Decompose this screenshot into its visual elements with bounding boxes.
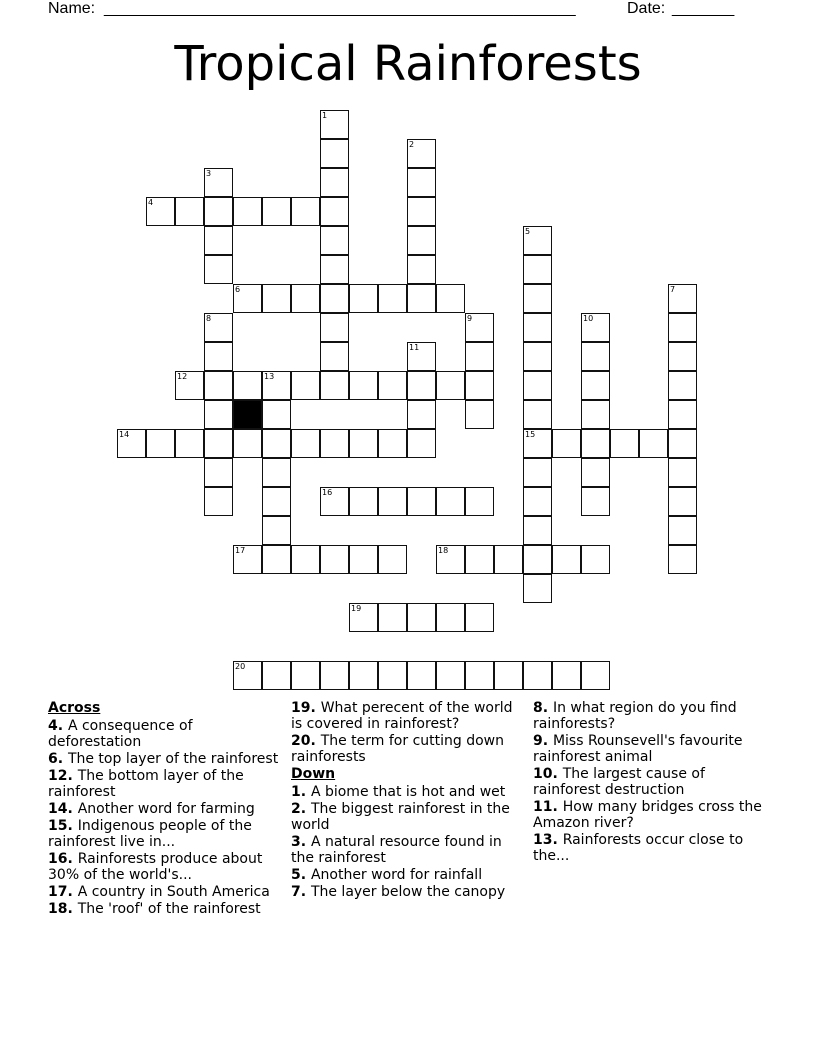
clue-number: 6: [235, 285, 241, 294]
clue-number: 20: [235, 662, 246, 671]
clue-item: 18. The 'roof' of the rainforest: [48, 901, 261, 917]
clue-heading: Across: [48, 700, 101, 716]
crossword-cell[interactable]: [436, 487, 465, 516]
clue-heading: Down: [291, 766, 336, 782]
crossword-cell[interactable]: [117, 429, 146, 458]
crossword-cell[interactable]: [378, 284, 407, 313]
crossword-cell[interactable]: [378, 429, 407, 458]
name-field[interactable]: _____________________________________________________: [104, 0, 576, 17]
crossword-cell[interactable]: [349, 545, 378, 574]
crossword-cell[interactable]: [465, 342, 494, 371]
crossword-cell[interactable]: [581, 458, 610, 487]
clue-number: 14: [119, 430, 130, 439]
crossword-cell[interactable]: [436, 284, 465, 313]
crossword-cell[interactable]: [465, 371, 494, 400]
crossword-cell[interactable]: [204, 487, 233, 516]
crossword-cell[interactable]: [668, 284, 697, 313]
clue-item: 13. Rainforests occur close to the...: [533, 832, 744, 864]
clues-column-2: [291, 700, 527, 901]
clue-item: 10. The largest cause of rainforest destruction: [533, 766, 705, 798]
clue-number: 8: [206, 314, 212, 323]
crossword-cell[interactable]: [378, 487, 407, 516]
crossword-cell[interactable]: [233, 545, 262, 574]
crossword-cell[interactable]: [407, 197, 436, 226]
crossword-cell[interactable]: [262, 400, 291, 429]
crossword-cell[interactable]: [407, 371, 436, 400]
crossword-cell[interactable]: [552, 545, 581, 574]
crossword-cell[interactable]: [465, 487, 494, 516]
crossword-cell[interactable]: [494, 545, 523, 574]
clue-number: 11: [409, 343, 420, 352]
crossword-cell[interactable]: [204, 313, 233, 342]
crossword-cell[interactable]: [175, 197, 204, 226]
blocked-cell: [233, 400, 262, 429]
clue-number: 18: [438, 546, 449, 555]
crossword-cell[interactable]: [581, 313, 610, 342]
crossword-cell[interactable]: [175, 429, 204, 458]
clue-item: 7. The layer below the canopy: [291, 884, 506, 900]
crossword-cell[interactable]: [378, 661, 407, 690]
crossword-cell[interactable]: [552, 429, 581, 458]
crossword-cell[interactable]: [320, 110, 349, 139]
crossword-cell[interactable]: [668, 313, 697, 342]
date-field[interactable]: _______: [672, 0, 735, 17]
crossword-cell[interactable]: [407, 284, 436, 313]
date-label: Date:: [627, 0, 666, 17]
clue-number: 19: [351, 604, 362, 613]
clue-number: 13: [264, 372, 275, 381]
crossword-cell[interactable]: [523, 284, 552, 313]
clue-item: 11. How many bridges cross the Amazon river?: [533, 799, 762, 831]
crossword-cell[interactable]: [291, 429, 320, 458]
clue-item: 4. A consequence of deforestation: [48, 718, 193, 750]
clue-number: 7: [670, 285, 676, 294]
clue-item: 20. The term for cutting down rainforests: [291, 733, 504, 765]
crossword-cell[interactable]: [407, 400, 436, 429]
crossword-cell[interactable]: [465, 661, 494, 690]
page-title: Tropical Rainforests: [174, 36, 642, 92]
crossword-cell[interactable]: [610, 429, 639, 458]
crossword-cell[interactable]: [523, 545, 552, 574]
crossword-cell[interactable]: [523, 226, 552, 255]
crossword-cell[interactable]: [407, 661, 436, 690]
crossword-cell[interactable]: [349, 371, 378, 400]
crossword-cell[interactable]: [552, 661, 581, 690]
crossword-cell[interactable]: [378, 545, 407, 574]
crossword-cell[interactable]: [581, 342, 610, 371]
crossword-cell[interactable]: [668, 458, 697, 487]
crossword-cell[interactable]: [320, 226, 349, 255]
crossword-cell[interactable]: [204, 168, 233, 197]
clue-item: 6. The top layer of the rainforest: [48, 751, 279, 767]
clue-item: 19. What perecent of the world is covered in rainforest?: [291, 700, 513, 732]
crossword-cell[interactable]: [465, 313, 494, 342]
clue-number: 4: [148, 198, 154, 207]
clue-number: 1: [322, 111, 328, 120]
crossword-cell[interactable]: [262, 487, 291, 516]
crossword-cell[interactable]: [233, 284, 262, 313]
crossword-cell[interactable]: [668, 400, 697, 429]
crossword-cell[interactable]: [204, 371, 233, 400]
crossword-cell[interactable]: [407, 255, 436, 284]
crossword-cell[interactable]: [523, 313, 552, 342]
clue-number: 2: [409, 140, 415, 149]
crossword-cell[interactable]: [291, 197, 320, 226]
crossword-cell[interactable]: [320, 139, 349, 168]
crossword-cell[interactable]: [349, 603, 378, 632]
crossword-cell[interactable]: [523, 516, 552, 545]
crossword-cell[interactable]: [465, 603, 494, 632]
crossword-cell[interactable]: [320, 371, 349, 400]
crossword-cell[interactable]: [291, 545, 320, 574]
clues-column-1: [48, 700, 284, 918]
crossword-cell[interactable]: [668, 342, 697, 371]
crossword-cell[interactable]: [523, 255, 552, 284]
crossword-cell[interactable]: [291, 661, 320, 690]
crossword-cell[interactable]: [581, 371, 610, 400]
crossword-cell[interactable]: [320, 197, 349, 226]
crossword-cell[interactable]: [320, 255, 349, 284]
crossword-cell[interactable]: [233, 661, 262, 690]
clues-column-3: [533, 700, 769, 865]
clue-item: 14. Another word for farming: [48, 801, 255, 817]
crossword-cell[interactable]: [523, 458, 552, 487]
crossword-cell[interactable]: [204, 400, 233, 429]
clue-item: 8. In what region do you find rainforests?: [533, 700, 737, 732]
crossword-cell[interactable]: [262, 284, 291, 313]
crossword-cell[interactable]: [233, 197, 262, 226]
crossword-cell[interactable]: [407, 226, 436, 255]
crossword-cell[interactable]: [262, 197, 291, 226]
crossword-cell[interactable]: [204, 429, 233, 458]
crossword-cell[interactable]: [465, 545, 494, 574]
crossword-cell[interactable]: [146, 429, 175, 458]
crossword-cell[interactable]: [668, 487, 697, 516]
crossword-cell[interactable]: [204, 226, 233, 255]
crossword-cell[interactable]: [320, 661, 349, 690]
clue-number: 16: [322, 488, 333, 497]
crossword-cell[interactable]: [523, 574, 552, 603]
crossword-cell[interactable]: [436, 661, 465, 690]
name-label: Name:: [48, 0, 96, 17]
clue-item: 3. A natural resource found in the rainforest: [291, 834, 502, 866]
crossword-cell[interactable]: [262, 371, 291, 400]
crossword-cell[interactable]: [581, 545, 610, 574]
crossword-cell[interactable]: [349, 284, 378, 313]
crossword-cell[interactable]: [320, 168, 349, 197]
crossword-cell[interactable]: [407, 342, 436, 371]
clue-number: 3: [206, 169, 212, 178]
crossword-cell[interactable]: [146, 197, 175, 226]
crossword-cell[interactable]: [233, 429, 262, 458]
crossword-cell[interactable]: [175, 371, 204, 400]
clue-item: 12. The bottom layer of the rainforest: [48, 768, 244, 800]
crossword-cell[interactable]: [349, 429, 378, 458]
crossword-cell[interactable]: [523, 487, 552, 516]
crossword-cell[interactable]: [494, 661, 523, 690]
crossword-cell[interactable]: [233, 371, 262, 400]
crossword-cell[interactable]: [262, 661, 291, 690]
crossword-cell[interactable]: [262, 429, 291, 458]
crossword-cell[interactable]: [523, 342, 552, 371]
crossword-cell[interactable]: [436, 603, 465, 632]
crossword-cell[interactable]: [262, 516, 291, 545]
crossword-cell[interactable]: [320, 342, 349, 371]
crossword-cell[interactable]: [668, 371, 697, 400]
crossword-cell[interactable]: [668, 545, 697, 574]
clue-item: 9. Miss Rounsevell's favourite rainforest animal: [533, 733, 743, 765]
crossword-cell[interactable]: [320, 429, 349, 458]
crossword-cell[interactable]: [407, 603, 436, 632]
clue-number: 12: [177, 372, 188, 381]
crossword-cell[interactable]: [349, 661, 378, 690]
crossword-cell[interactable]: [320, 284, 349, 313]
crossword-cell[interactable]: [204, 342, 233, 371]
crossword-cell[interactable]: [204, 197, 233, 226]
crossword-cell[interactable]: [407, 487, 436, 516]
crossword-cell[interactable]: [436, 371, 465, 400]
crossword-cell[interactable]: [262, 458, 291, 487]
clue-item: 17. A country in South America: [48, 884, 270, 900]
crossword-cell[interactable]: [378, 603, 407, 632]
crossword-cell[interactable]: [320, 545, 349, 574]
crossword-cell[interactable]: [262, 545, 291, 574]
crossword-cell[interactable]: [291, 371, 320, 400]
clue-number: 9: [467, 314, 473, 323]
crossword-cell[interactable]: [204, 255, 233, 284]
clue-item: 5. Another word for rainfall: [291, 867, 483, 883]
crossword-cell[interactable]: [581, 661, 610, 690]
crossword-cell[interactable]: [320, 487, 349, 516]
crossword-cell[interactable]: [320, 313, 349, 342]
crossword-cell[interactable]: [407, 168, 436, 197]
crossword-cell[interactable]: [581, 487, 610, 516]
crossword-cell[interactable]: [204, 458, 233, 487]
crossword-cell[interactable]: [291, 284, 320, 313]
crossword-cell[interactable]: [436, 545, 465, 574]
clue-number: 10: [583, 314, 594, 323]
crossword-cell[interactable]: [349, 487, 378, 516]
clue-item: 1. A biome that is hot and wet: [291, 784, 506, 800]
crossword-cell[interactable]: [523, 400, 552, 429]
clue-item: 15. Indigenous people of the rainforest live in...: [48, 818, 252, 850]
crossword-cell[interactable]: [523, 371, 552, 400]
crossword-cell[interactable]: [581, 429, 610, 458]
crossword-cell[interactable]: [581, 400, 610, 429]
clue-number: 17: [235, 546, 246, 555]
crossword-cell[interactable]: [668, 429, 697, 458]
clue-item: 2. The biggest rainforest in the world: [291, 801, 510, 833]
clue-number: 5: [525, 227, 531, 236]
clue-number: 15: [525, 430, 536, 439]
crossword-cell[interactable]: [407, 139, 436, 168]
crossword-cell[interactable]: [465, 400, 494, 429]
clue-item: 16. Rainforests produce about 30% of the world's...: [48, 851, 263, 883]
crossword-cell[interactable]: [523, 429, 552, 458]
crossword-cell[interactable]: [668, 516, 697, 545]
crossword-cell[interactable]: [378, 371, 407, 400]
crossword-cell[interactable]: [639, 429, 668, 458]
crossword-cell[interactable]: [407, 429, 436, 458]
crossword-cell[interactable]: [523, 661, 552, 690]
